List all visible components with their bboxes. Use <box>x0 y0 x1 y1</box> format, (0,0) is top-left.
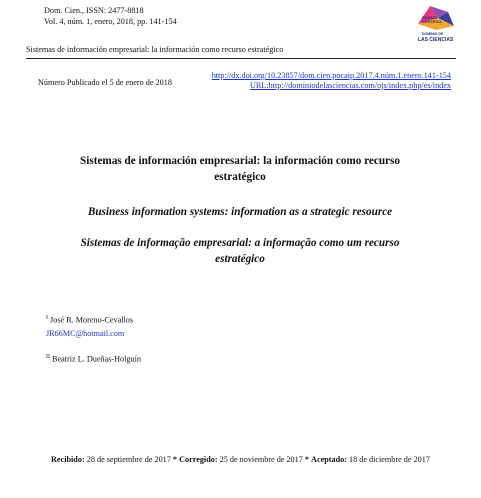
title-portuguese-line2: estratégico <box>215 253 265 265</box>
author-2 <box>46 352 141 365</box>
author-2-sup: II <box>46 354 50 360</box>
accepted-date: 18 de diciembre de 2017 <box>349 455 430 464</box>
logo-text-top: REVISTA <box>422 16 437 20</box>
author-2-name: Beatriz L. Dueñas-Holguín <box>52 354 141 364</box>
author-1-email[interactable]: JR66MC@hotmail.com <box>46 328 125 338</box>
journal-volume: Vol. 4, núm. 1, enero, 2018, pp. 141-154 <box>44 17 177 26</box>
author-1-sup: I <box>46 315 48 321</box>
journal-issn: Dom. Cien., ISSN: 2477-8818 <box>44 6 144 15</box>
title-portuguese <box>40 235 440 267</box>
logo-text-small: DOMINIO DE <box>422 32 444 36</box>
corrected-label: Corregido: <box>179 455 218 464</box>
date-separator-2: * <box>304 455 309 464</box>
logo-text-mid: CIENTÍFICA <box>422 20 442 24</box>
journal-info <box>44 5 177 27</box>
url-link[interactable]: URL:http://dominiodelasciencias.com/ojs/index.php/es/index <box>249 81 451 90</box>
title-spanish-line1: Sistemas de información empresarial: la información como recurso <box>80 155 400 167</box>
submission-dates <box>0 454 481 465</box>
received-date: 28 de septiembre de 2017 <box>86 455 171 464</box>
date-separator-1: * <box>172 455 178 464</box>
title-spanish <box>40 153 440 185</box>
running-title: Sistemas de información empresarial: la información como recurso estratégico <box>26 45 284 54</box>
received-label: Recibido: <box>51 455 85 464</box>
journal-logo <box>408 2 462 46</box>
title-english: Business information systems: information as a strategic resource <box>87 206 393 218</box>
publication-date: Número Publicado el 5 de enero de 2018 <box>38 78 172 87</box>
title-portuguese-line1: Sistemas de informação empresarial: a informação como um recurso <box>80 237 400 249</box>
title-spanish-line2: estratégico <box>214 171 266 183</box>
corrected-date: 25 de noviembre de 2017 <box>219 455 303 464</box>
author-1 <box>46 313 133 339</box>
logo-text-bottom: LAS CIENCIAS <box>418 37 454 43</box>
accepted-label: Aceptado: <box>311 455 347 464</box>
author-1-name-line <box>46 313 133 326</box>
author-1-name: José R. Moreno-Cevallos <box>50 315 134 325</box>
doi-link[interactable]: http://dx.doi.org/10.23857/dom.cien.pocaip.2017.4.núm.1.enero.141-154 <box>211 71 451 80</box>
header-rule <box>26 58 456 59</box>
